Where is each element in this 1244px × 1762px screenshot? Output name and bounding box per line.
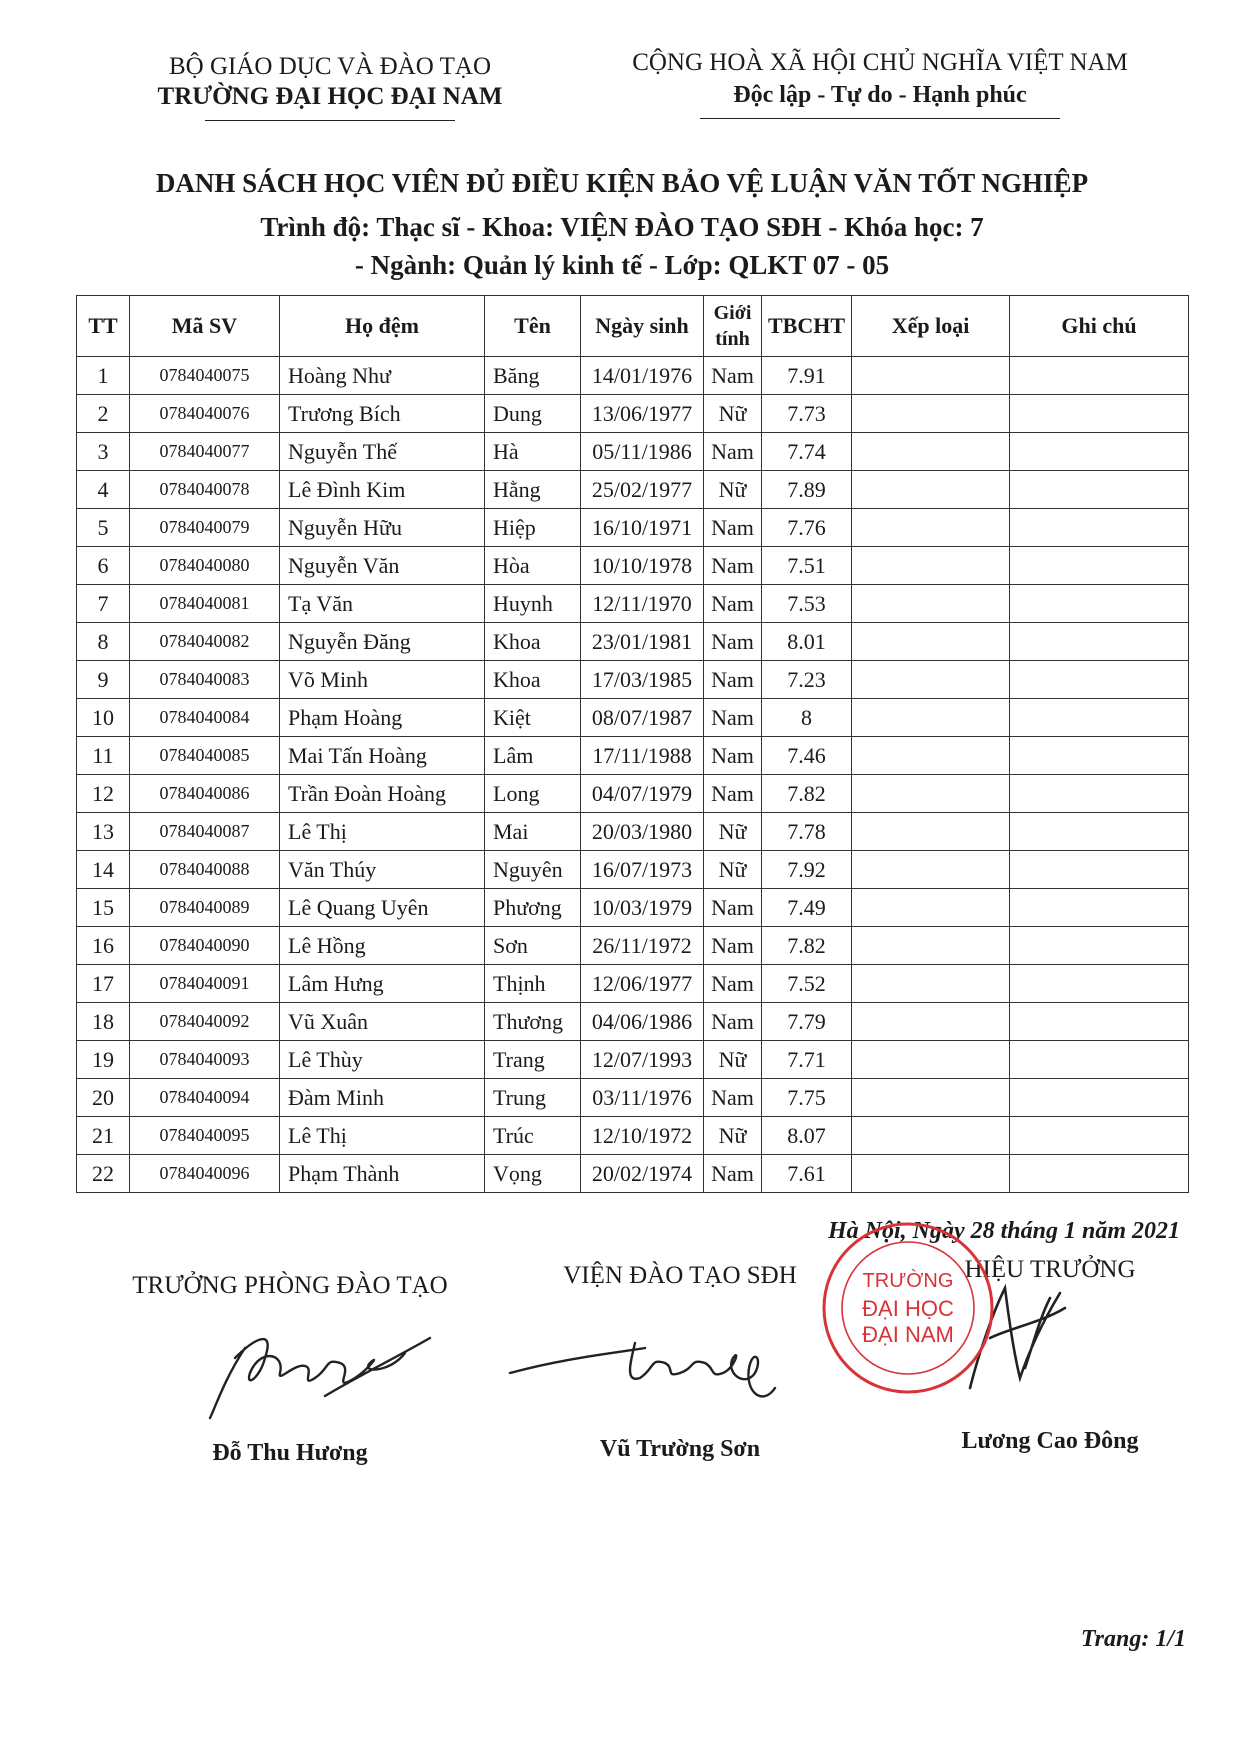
cell-row-number: 16 — [77, 927, 130, 965]
signature-name-graduate-institute: Vũ Trường Sơn — [599, 1436, 761, 1462]
cell-row-number: 2 — [77, 395, 130, 433]
cell-surname: Lâm Hưng — [280, 965, 485, 1003]
cell-given-name: Hòa — [485, 547, 581, 585]
cell-gender: Nam — [704, 509, 762, 547]
cell-surname: Nguyễn Văn — [280, 547, 485, 585]
cell-surname: Lê Đình Kim — [280, 471, 485, 509]
cell-gender: Nam — [704, 433, 762, 471]
cell-note — [1010, 433, 1189, 471]
cell-date-of-birth: 04/07/1979 — [581, 775, 704, 813]
signature-role-rector: HIỆU TRƯỞNG — [964, 1256, 1136, 1283]
table-row — [77, 699, 1189, 737]
cell-given-name: Hà — [485, 433, 581, 471]
table-row — [77, 547, 1189, 585]
cell-rank — [852, 1079, 1010, 1117]
cell-surname: Nguyễn Hữu — [280, 509, 485, 547]
table-row — [77, 813, 1189, 851]
cell-note — [1010, 699, 1189, 737]
cell-note — [1010, 1003, 1189, 1041]
cell-given-name: Nguyên — [485, 851, 581, 889]
cell-note — [1010, 1117, 1189, 1155]
cell-gpa-score: 7.71 — [762, 1041, 852, 1079]
cell-surname: Phạm Thành — [280, 1155, 485, 1193]
cell-date-of-birth: 17/11/1988 — [581, 737, 704, 775]
cell-note — [1010, 851, 1189, 889]
table-row — [77, 1041, 1189, 1079]
cell-student-id: 0784040089 — [130, 889, 280, 927]
cell-gender: Nam — [704, 965, 762, 1003]
cell-date-of-birth: 20/02/1974 — [581, 1155, 704, 1193]
cell-student-id: 0784040075 — [130, 357, 280, 395]
table-row — [77, 1003, 1189, 1041]
stamp-line-3: ĐẠI NAM — [862, 1322, 954, 1347]
cell-row-number: 5 — [77, 509, 130, 547]
cell-student-id: 0784040084 — [130, 699, 280, 737]
cell-gender: Nam — [704, 737, 762, 775]
cell-gpa-score: 8.07 — [762, 1117, 852, 1155]
cell-row-number: 3 — [77, 433, 130, 471]
cell-student-id: 0784040085 — [130, 737, 280, 775]
cell-gpa-score: 7.74 — [762, 433, 852, 471]
cell-date-of-birth: 03/11/1976 — [581, 1079, 704, 1117]
document-subtitle-1: Trình độ: Thạc sĩ - Khoa: VIỆN ĐÀO TẠO SĐH - Khóa học: 7 — [260, 212, 984, 242]
cell-date-of-birth: 10/10/1978 — [581, 547, 704, 585]
cell-student-id: 0784040079 — [130, 509, 280, 547]
cell-date-of-birth: 12/07/1993 — [581, 1041, 704, 1079]
table-row — [77, 851, 1189, 889]
cell-given-name: Kiệt — [485, 699, 581, 737]
col-header-gender — [704, 296, 762, 357]
cell-rank — [852, 927, 1010, 965]
cell-gpa-score: 7.89 — [762, 471, 852, 509]
cell-gpa-score: 7.73 — [762, 395, 852, 433]
cell-date-of-birth: 25/02/1977 — [581, 471, 704, 509]
cell-note — [1010, 661, 1189, 699]
cell-rank — [852, 395, 1010, 433]
cell-gender: Nam — [704, 661, 762, 699]
cell-given-name: Khoa — [485, 661, 581, 699]
cell-given-name: Thương — [485, 1003, 581, 1041]
cell-gender: Nữ — [704, 471, 762, 509]
col-header-student-id: Mã SV — [130, 296, 280, 357]
cell-row-number: 15 — [77, 889, 130, 927]
col-header-rank: Xếp loại — [852, 296, 1010, 357]
cell-date-of-birth: 14/01/1976 — [581, 357, 704, 395]
table-row — [77, 433, 1189, 471]
cell-gender: Nữ — [704, 1041, 762, 1079]
cell-student-id: 0784040090 — [130, 927, 280, 965]
cell-gender: Nam — [704, 1079, 762, 1117]
col-header-tt: TT — [77, 296, 130, 357]
cell-given-name: Phương — [485, 889, 581, 927]
table-row — [77, 1155, 1189, 1193]
col-header-name: Tên — [485, 296, 581, 357]
table-row — [77, 889, 1189, 927]
cell-gender: Nam — [704, 775, 762, 813]
cell-gpa-score: 7.53 — [762, 585, 852, 623]
cell-surname: Vũ Xuân — [280, 1003, 485, 1041]
cell-gpa-score: 7.61 — [762, 1155, 852, 1193]
table-row — [77, 1117, 1189, 1155]
cell-surname: Lê Hồng — [280, 927, 485, 965]
cell-rank — [852, 661, 1010, 699]
cell-surname: Trương Bích — [280, 395, 485, 433]
table-row — [77, 509, 1189, 547]
cell-given-name: Trúc — [485, 1117, 581, 1155]
cell-gpa-score: 8 — [762, 699, 852, 737]
cell-given-name: Băng — [485, 357, 581, 395]
table-row — [77, 927, 1189, 965]
cell-rank — [852, 1155, 1010, 1193]
cell-row-number: 21 — [77, 1117, 130, 1155]
cell-gpa-score: 7.51 — [762, 547, 852, 585]
cell-row-number: 1 — [77, 357, 130, 395]
cell-surname: Phạm Hoàng — [280, 699, 485, 737]
cell-note — [1010, 889, 1189, 927]
cell-gender: Nữ — [704, 395, 762, 433]
cell-given-name: Sơn — [485, 927, 581, 965]
cell-gender: Nam — [704, 623, 762, 661]
cell-rank — [852, 509, 1010, 547]
cell-given-name: Mai — [485, 813, 581, 851]
cell-given-name: Hiệp — [485, 509, 581, 547]
cell-rank — [852, 737, 1010, 775]
cell-row-number: 11 — [77, 737, 130, 775]
table-row — [77, 661, 1189, 699]
cell-note — [1010, 1155, 1189, 1193]
signature-role-training-office: TRƯỞNG PHÒNG ĐÀO TẠO — [132, 1272, 448, 1299]
cell-rank — [852, 471, 1010, 509]
cell-gender: Nam — [704, 927, 762, 965]
col-header-gender-line2: tính — [715, 328, 750, 350]
cell-date-of-birth: 17/03/1985 — [581, 661, 704, 699]
table-row — [77, 737, 1189, 775]
table-row — [77, 965, 1189, 1003]
table-row — [77, 395, 1189, 433]
cell-row-number: 18 — [77, 1003, 130, 1041]
right-header-rule — [700, 118, 1060, 119]
cell-date-of-birth: 04/06/1986 — [581, 1003, 704, 1041]
table-header-row — [77, 296, 1189, 357]
cell-student-id: 0784040078 — [130, 471, 280, 509]
cell-student-id: 0784040087 — [130, 813, 280, 851]
cell-student-id: 0784040081 — [130, 585, 280, 623]
cell-note — [1010, 927, 1189, 965]
cell-row-number: 6 — [77, 547, 130, 585]
cell-row-number: 4 — [77, 471, 130, 509]
cell-row-number: 14 — [77, 851, 130, 889]
cell-student-id: 0784040094 — [130, 1079, 280, 1117]
cell-rank — [852, 547, 1010, 585]
cell-student-id: 0784040076 — [130, 395, 280, 433]
cell-note — [1010, 585, 1189, 623]
cell-gpa-score: 7.82 — [762, 927, 852, 965]
cell-row-number: 12 — [77, 775, 130, 813]
signature-role-graduate-institute: VIỆN ĐÀO TẠO SĐH — [563, 1262, 797, 1289]
cell-student-id: 0784040088 — [130, 851, 280, 889]
cell-rank — [852, 1041, 1010, 1079]
republic-name: CỘNG HOÀ XÃ HỘI CHỦ NGHĨA VIỆT NAM — [632, 49, 1128, 76]
cell-date-of-birth: 12/06/1977 — [581, 965, 704, 1003]
signature-name-rector: Lương Cao Đông — [961, 1428, 1139, 1454]
cell-surname: Nguyễn Đăng — [280, 623, 485, 661]
cell-note — [1010, 471, 1189, 509]
cell-rank — [852, 851, 1010, 889]
cell-student-id: 0784040091 — [130, 965, 280, 1003]
date-line: Hà Nội, Ngày 28 tháng 1 năm 2021 — [827, 1218, 1180, 1244]
col-header-dob: Ngày sinh — [581, 296, 704, 357]
cell-rank — [852, 357, 1010, 395]
cell-student-id: 0784040086 — [130, 775, 280, 813]
table-row — [77, 775, 1189, 813]
cell-row-number: 22 — [77, 1155, 130, 1193]
cell-given-name: Huynh — [485, 585, 581, 623]
signature-vu-truong-son — [505, 1318, 795, 1408]
cell-gender: Nam — [704, 889, 762, 927]
cell-date-of-birth: 23/01/1981 — [581, 623, 704, 661]
cell-date-of-birth: 13/06/1977 — [581, 395, 704, 433]
document-title: DANH SÁCH HỌC VIÊN ĐỦ ĐIỀU KIỆN BẢO VỆ LUẬN VĂN TỐT NGHIỆP — [155, 168, 1089, 198]
cell-date-of-birth: 12/10/1972 — [581, 1117, 704, 1155]
col-header-note: Ghi chú — [1010, 296, 1189, 357]
cell-given-name: Trung — [485, 1079, 581, 1117]
document-subtitle-2: - Ngành: Quản lý kinh tế - Lớp: QLKT 07 - 05 — [354, 250, 890, 280]
cell-gpa-score: 7.76 — [762, 509, 852, 547]
cell-date-of-birth: 16/07/1973 — [581, 851, 704, 889]
cell-given-name: Hằng — [485, 471, 581, 509]
cell-gender: Nam — [704, 585, 762, 623]
table-row — [77, 585, 1189, 623]
cell-student-id: 0784040077 — [130, 433, 280, 471]
cell-surname: Lê Quang Uyên — [280, 889, 485, 927]
cell-surname: Mai Tấn Hoàng — [280, 737, 485, 775]
cell-surname: Văn Thúy — [280, 851, 485, 889]
cell-date-of-birth: 05/11/1986 — [581, 433, 704, 471]
national-motto: Độc lập - Tự do - Hạnh phúc — [733, 82, 1027, 108]
signature-name-training-office: Đỗ Thu Hương — [212, 1440, 368, 1466]
cell-note — [1010, 1041, 1189, 1079]
cell-row-number: 19 — [77, 1041, 130, 1079]
cell-surname: Nguyễn Thế — [280, 433, 485, 471]
cell-surname: Hoàng Như — [280, 357, 485, 395]
table-row — [77, 1079, 1189, 1117]
student-list-table — [76, 295, 1189, 1193]
cell-gpa-score: 7.23 — [762, 661, 852, 699]
col-header-score: TBCHT — [762, 296, 852, 357]
cell-gpa-score: 8.01 — [762, 623, 852, 661]
cell-rank — [852, 585, 1010, 623]
signature-do-thu-huong — [205, 1318, 445, 1428]
cell-row-number: 8 — [77, 623, 130, 661]
cell-row-number: 13 — [77, 813, 130, 851]
cell-date-of-birth: 20/03/1980 — [581, 813, 704, 851]
cell-gpa-score: 7.78 — [762, 813, 852, 851]
stamp-line-1: TRƯỜNG — [862, 1270, 954, 1292]
cell-student-id: 0784040095 — [130, 1117, 280, 1155]
cell-student-id: 0784040096 — [130, 1155, 280, 1193]
cell-date-of-birth: 12/11/1970 — [581, 585, 704, 623]
cell-surname: Lê Thị — [280, 1117, 485, 1155]
cell-note — [1010, 623, 1189, 661]
cell-surname: Trần Đoàn Hoàng — [280, 775, 485, 813]
cell-gpa-score: 7.46 — [762, 737, 852, 775]
cell-student-id: 0784040080 — [130, 547, 280, 585]
cell-surname: Đàm Minh — [280, 1079, 485, 1117]
cell-gender: Nữ — [704, 1117, 762, 1155]
cell-rank — [852, 965, 1010, 1003]
cell-given-name: Khoa — [485, 623, 581, 661]
cell-row-number: 10 — [77, 699, 130, 737]
cell-given-name: Vọng — [485, 1155, 581, 1193]
cell-row-number: 7 — [77, 585, 130, 623]
cell-given-name: Thịnh — [485, 965, 581, 1003]
cell-gender: Nam — [704, 699, 762, 737]
cell-gpa-score: 7.92 — [762, 851, 852, 889]
cell-given-name: Long — [485, 775, 581, 813]
cell-gpa-score: 7.91 — [762, 357, 852, 395]
stamp-line-2: ĐẠI HỌC — [862, 1296, 954, 1321]
table-row — [77, 471, 1189, 509]
col-header-gender-line1: Giới — [713, 302, 752, 324]
cell-note — [1010, 395, 1189, 433]
cell-given-name: Trang — [485, 1041, 581, 1079]
cell-gender: Nữ — [704, 851, 762, 889]
cell-note — [1010, 737, 1189, 775]
cell-student-id: 0784040082 — [130, 623, 280, 661]
page-number: Trang: 1/1 — [1080, 1626, 1186, 1652]
cell-surname: Tạ Văn — [280, 585, 485, 623]
cell-date-of-birth: 10/03/1979 — [581, 889, 704, 927]
cell-note — [1010, 1079, 1189, 1117]
official-stamp — [818, 1218, 998, 1398]
cell-student-id: 0784040092 — [130, 1003, 280, 1041]
cell-given-name: Lâm — [485, 737, 581, 775]
cell-rank — [852, 1003, 1010, 1041]
cell-rank — [852, 433, 1010, 471]
table-row — [77, 357, 1189, 395]
cell-gender: Nam — [704, 1155, 762, 1193]
table-row — [77, 623, 1189, 661]
cell-date-of-birth: 08/07/1987 — [581, 699, 704, 737]
cell-rank — [852, 623, 1010, 661]
cell-row-number: 20 — [77, 1079, 130, 1117]
cell-rank — [852, 1117, 1010, 1155]
cell-gpa-score: 7.75 — [762, 1079, 852, 1117]
cell-rank — [852, 775, 1010, 813]
cell-date-of-birth: 26/11/1972 — [581, 927, 704, 965]
cell-note — [1010, 813, 1189, 851]
cell-rank — [852, 813, 1010, 851]
cell-row-number: 9 — [77, 661, 130, 699]
ministry-name: BỘ GIÁO DỤC VÀ ĐÀO TẠO — [169, 53, 491, 80]
cell-rank — [852, 889, 1010, 927]
cell-date-of-birth: 16/10/1971 — [581, 509, 704, 547]
university-name: TRƯỜNG ĐẠI HỌC ĐẠI NAM — [157, 83, 503, 110]
cell-gender: Nam — [704, 357, 762, 395]
cell-rank — [852, 699, 1010, 737]
cell-note — [1010, 547, 1189, 585]
cell-note — [1010, 965, 1189, 1003]
cell-row-number: 17 — [77, 965, 130, 1003]
cell-note — [1010, 357, 1189, 395]
cell-surname: Lê Thị — [280, 813, 485, 851]
cell-gpa-score: 7.79 — [762, 1003, 852, 1041]
cell-gpa-score: 7.82 — [762, 775, 852, 813]
cell-gpa-score: 7.52 — [762, 965, 852, 1003]
cell-note — [1010, 509, 1189, 547]
cell-gpa-score: 7.49 — [762, 889, 852, 927]
cell-student-id: 0784040093 — [130, 1041, 280, 1079]
cell-gender: Nữ — [704, 813, 762, 851]
cell-note — [1010, 775, 1189, 813]
cell-surname: Võ Minh — [280, 661, 485, 699]
cell-gender: Nam — [704, 547, 762, 585]
col-header-surname: Họ đệm — [280, 296, 485, 357]
cell-given-name: Dung — [485, 395, 581, 433]
cell-student-id: 0784040083 — [130, 661, 280, 699]
cell-gender: Nam — [704, 1003, 762, 1041]
left-header-rule — [205, 120, 455, 121]
cell-surname: Lê Thùy — [280, 1041, 485, 1079]
